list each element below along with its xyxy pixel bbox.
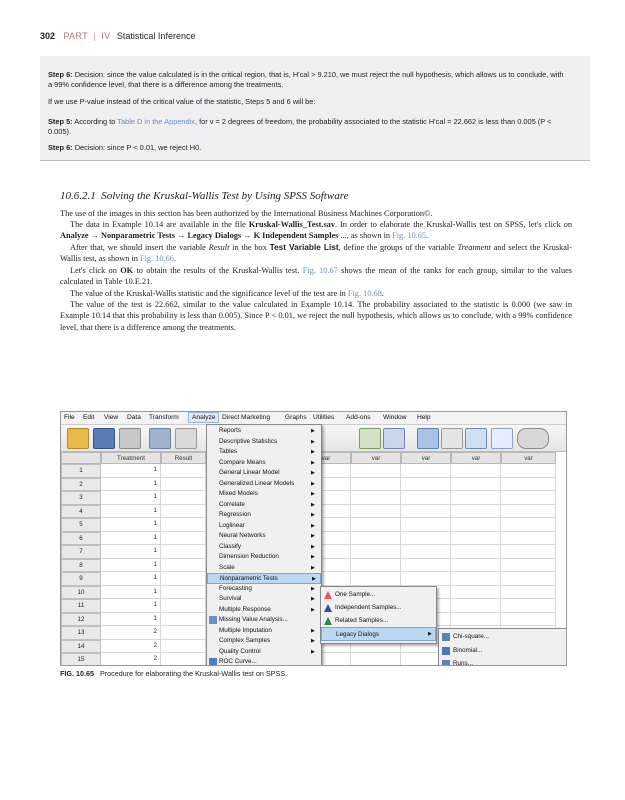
submenu-arrow-icon: ▶ [311,480,315,487]
row-number[interactable]: 9 [61,572,101,586]
paragraph-authorization: The use of the images in this section has been authorized by the International Business Machines Corporation©. [60,209,433,218]
submenu-arrow-icon: ▶ [311,459,315,466]
menu-roc-curve[interactable]: ROC Curve... [207,657,321,666]
cell-treatment[interactable]: 1 [101,545,161,559]
open-icon[interactable] [67,428,89,449]
cell-var[interactable] [451,491,501,505]
column-header-treatment[interactable]: Treatment [101,452,161,464]
cell-var[interactable] [501,559,556,573]
cell-result[interactable] [161,640,206,654]
row-number[interactable]: 15 [61,653,101,666]
menu-related-samples[interactable]: Related Samples... [321,614,436,628]
cell-treatment[interactable]: 1 [101,559,161,573]
analyze-menu [206,424,322,666]
cell-result[interactable] [161,626,206,640]
running-header: 302 PART | IV Statistical Inference [40,31,196,41]
cell-var[interactable] [351,464,401,478]
menu-forecasting[interactable]: Forecasting ▶ [219,584,315,592]
menu-graphs[interactable]: Graphs [285,414,307,421]
table-d-link[interactable]: Table D in the Appendix [117,117,195,126]
cell-var[interactable] [501,532,556,546]
dialog-recall-icon[interactable] [149,428,171,449]
figure-caption: FIG. 10.65 Procedure for elaborating the Kruskal-Wallis test on SPSS. [60,669,288,678]
menu-window[interactable]: Window [383,414,407,421]
menu-chi-square[interactable]: Chi-square... [439,630,567,644]
menu-tables[interactable]: Tables ▶ [219,448,315,455]
cell-var[interactable] [451,518,501,532]
submenu-arrow-icon: ▶ [311,501,315,508]
cell-var[interactable] [351,478,401,492]
split-file-icon[interactable] [417,428,439,449]
menu-utilities[interactable]: Utilities [313,414,335,421]
submenu-arrow-icon: ▶ [311,449,315,455]
weight-cases-icon[interactable] [441,428,463,449]
submenu-arrow-icon: ▶ [311,491,315,497]
step6-first: Step 6: Decision: since the value calculated is in the critical region, that is, H'cal > 9.210, we must reject the null hypothesis, which allows us to conclude, with a 99% confidence level, that there is a difference among the treatments. [48,70,564,89]
cell-var[interactable] [451,464,501,478]
paragraph-ok: Let's click on OK to obtain the results of the Kruskal-Wallis test. Fig. 10.67 shows the mean of the ranks for each group, similar to the values calculated in Table 10.E.21. [60,266,573,287]
cell-var[interactable] [351,518,401,532]
cell-var[interactable] [351,491,401,505]
cell-var[interactable] [351,545,401,559]
cell-result[interactable] [161,613,206,627]
menu-multiple-response[interactable]: Multiple Response ▶ [219,605,315,613]
submenu-arrow-icon: ▶ [311,512,315,518]
cell-var[interactable] [501,464,556,478]
binomial-icon [442,647,450,655]
menu-view[interactable]: View [104,414,119,421]
menu-transform[interactable]: Transform [149,414,179,421]
cell-var[interactable] [501,586,556,600]
submenu-arrow-icon: ▶ [428,631,432,637]
cell-treatment[interactable]: 1 [101,505,161,519]
cell-treatment[interactable]: 1 [101,532,161,546]
fig-link-67[interactable]: Fig. 10.67 [302,266,338,275]
cell-var[interactable] [451,545,501,559]
menu-data[interactable]: Data [127,414,141,421]
spss-screenshot [60,411,567,666]
cell-treatment[interactable]: 1 [101,599,161,613]
row-number[interactable]: 11 [61,599,101,613]
submenu-arrow-icon: ▶ [311,627,315,634]
menu-help[interactable]: Help [417,414,431,421]
legacy-dialogs-submenu [438,628,567,666]
row-number[interactable]: 14 [61,640,101,654]
submenu-arrow-icon: ▶ [311,522,315,529]
cell-treatment[interactable]: 1 [101,478,161,492]
menu-file[interactable]: File [64,414,75,421]
row-number[interactable]: 3 [61,491,101,505]
cell-result[interactable] [161,464,206,478]
menu-missing-value-analysis[interactable]: Missing Value Analysis... [207,615,321,626]
submenu-arrow-icon: ▶ [311,533,315,539]
row-number[interactable]: 10 [61,586,101,600]
cell-var[interactable] [451,586,501,600]
nonparametric-submenu [320,586,437,644]
row-number[interactable]: 5 [61,518,101,532]
cell-var[interactable] [401,478,451,492]
column-header-result[interactable]: Result [161,452,206,464]
menu-scale[interactable]: Scale ▶ [219,563,315,571]
menu-multiple-imputation[interactable]: Multiple Imputation ▶ [219,626,315,634]
menu-neural-networks[interactable]: Neural Networks ▶ [219,532,315,539]
cell-var[interactable] [501,491,556,505]
fig-link-65[interactable]: Fig. 10.65 [392,231,427,241]
menu-independent-samples[interactable]: Independent Samples... [321,601,436,615]
menu-loglinear[interactable]: Loglinear ▶ [219,521,315,529]
cell-treatment[interactable]: 1 [101,572,161,586]
menu-nonparametric-tests[interactable]: Nonparametric Tests ▶ [207,573,321,584]
cell-result[interactable] [161,599,206,613]
cell-result[interactable] [161,572,206,586]
cell-var[interactable] [501,613,556,627]
cell-var[interactable] [351,572,401,586]
column-header-var[interactable]: var [501,452,556,464]
submenu-arrow-icon: ▶ [312,576,316,582]
sets-icon[interactable] [517,428,549,449]
menu-runs[interactable]: Runs... [439,657,567,666]
part-number: IV [101,31,111,41]
row-number[interactable]: 8 [61,559,101,573]
menu-binomial[interactable]: Binomial... [439,644,567,658]
column-header-var[interactable]: var [351,452,401,464]
row-number[interactable]: 1 [61,464,101,478]
step5: Step 5: According to Table D in the Appendix, for ν = 2 degrees of freedom, the probability associated to the statistic H'cal = 22.662 is less than 0.005 (P < 0.005). [48,117,552,136]
submenu-arrow-icon: ▶ [311,638,315,644]
cell-var[interactable] [451,478,501,492]
submenu-arrow-icon: ▶ [311,585,315,592]
menu-one-sample[interactable]: One Sample... [321,588,436,602]
cell-treatment[interactable]: 2 [101,626,161,640]
cell-treatment[interactable]: 2 [101,640,161,654]
menu-reports[interactable]: Reports ▶ [219,427,315,434]
cell-result[interactable] [161,653,206,666]
cell-result[interactable] [161,545,206,559]
paragraph-data: The data in Example 10.14 are available in the file Kruskal-Wallis_Test.sav. In order to elaborate the Kruskal-Wallis test on SPSS, let's click on Analyze → Nonparametric Tests → Legacy Dialogs → K Independent Samples ..., as shown in Fig. 10.65. [60,220,572,241]
cell-var[interactable] [401,464,451,478]
submenu-arrow-icon: ▶ [311,438,315,445]
cell-var[interactable] [351,532,401,546]
cell-treatment[interactable]: 1 [101,613,161,627]
menu-mixed-models[interactable]: Mixed Models ▶ [219,490,315,497]
cell-treatment[interactable]: 1 [101,491,161,505]
cell-var[interactable] [451,572,501,586]
cell-var[interactable] [351,559,401,573]
menu-direct-marketing[interactable]: Direct Marketing [222,414,271,421]
missing-value-icon [209,616,217,624]
cell-var[interactable] [401,518,451,532]
cell-var[interactable] [501,545,556,559]
menu-edit[interactable]: Edit [83,414,95,421]
page-number: 302 [40,31,56,41]
cell-treatment[interactable]: 1 [101,586,161,600]
cell-var[interactable] [351,505,401,519]
menu-correlate[interactable]: Correlate ▶ [219,500,315,508]
cell-var[interactable] [501,478,556,492]
menu-analyze[interactable]: Analyze [188,412,219,423]
cell-var[interactable] [401,572,451,586]
cell-var[interactable] [451,613,501,627]
cell-var[interactable] [501,599,556,613]
cell-result[interactable] [161,478,206,492]
cell-result[interactable] [161,491,206,505]
cell-var[interactable] [451,559,501,573]
cell-var[interactable] [501,518,556,532]
independent-samples-icon [324,604,332,612]
submenu-arrow-icon: ▶ [311,543,315,550]
fig-link-66[interactable]: Fig. 10.66 [140,254,174,264]
menu-descriptive-statistics[interactable]: Descriptive Statistics ▶ [219,437,315,445]
menu-compare-means[interactable]: Compare Means ▶ [219,458,315,466]
cell-treatment[interactable]: 2 [101,653,161,666]
data-table-icon[interactable] [359,428,381,449]
submenu-arrow-icon: ▶ [311,648,315,655]
menu-general-linear-model[interactable]: General Linear Model ▶ [219,469,315,476]
row-number[interactable]: 6 [61,532,101,546]
submenu-arrow-icon: ▶ [311,564,315,571]
menu-regression[interactable]: Regression ▶ [219,511,315,518]
row-number[interactable]: 2 [61,478,101,492]
cell-treatment[interactable]: 1 [101,518,161,532]
cell-var[interactable] [451,599,501,613]
cell-var[interactable] [451,532,501,546]
row-number[interactable]: 13 [61,626,101,640]
pvalue-note: If we use P-value instead of the critical value of the statistic, Steps 5 and 6 will be: [48,97,316,106]
menu-legacy-dialogs[interactable]: Legacy Dialogs ▶ [321,627,436,641]
print-icon[interactable] [119,428,141,449]
cell-var[interactable] [401,545,451,559]
row-number[interactable]: 4 [61,505,101,519]
row-number[interactable]: 12 [61,613,101,627]
submenu-arrow-icon: ▶ [311,470,315,476]
roc-curve-icon [209,658,217,666]
cell-var[interactable] [401,532,451,546]
fig-link-68[interactable]: Fig. 10.68 [347,289,382,298]
menu-survival[interactable]: Survival ▶ [219,595,315,602]
undo-icon[interactable] [175,428,197,449]
menu-generalized-linear-models[interactable]: Generalized Linear Models ▶ [219,479,315,487]
related-samples-icon [324,617,332,625]
step6-second: Step 6: Decision: since P < 0.01, we reject H0. [48,143,202,152]
menu-addons[interactable]: Add-ons [346,414,371,421]
column-header-var[interactable]: var [401,452,451,464]
paragraph-conclusion: The value of the test is 22.662, similar to the value calculated in Example 10.14. The probability associated to the statistic is 0.000 (we saw in Example 10.14 that this probability is less than 0.005). Since P < 0.01, we reject the null hypothesis, which allows us to conclude, with a 99% confidence level, that there is a difference among the treatments. [60,300,572,332]
runs-icon [442,660,450,666]
cell-var[interactable] [501,505,556,519]
menu-classify[interactable]: Classify ▶ [219,542,315,550]
one-sample-icon [324,591,332,599]
paragraph-statistic: The value of the Kruskal-Wallis statistic and the significance level of the test are in Fig. 10.68. [70,289,384,298]
chi-square-icon [442,633,450,641]
submenu-arrow-icon: ▶ [311,596,315,602]
menu-quality-control[interactable]: Quality Control ▶ [219,647,315,655]
column-header-var[interactable]: var [301,452,351,464]
menu-dimension-reduction[interactable]: Dimension Reduction ▶ [219,553,315,560]
part-label: PART [63,31,88,41]
row-number[interactable]: 7 [61,545,101,559]
cell-treatment[interactable]: 1 [101,464,161,478]
submenu-arrow-icon: ▶ [311,554,315,560]
cell-var[interactable] [401,559,451,573]
cell-var[interactable] [351,653,401,666]
cell-result[interactable] [161,518,206,532]
section-heading: 10.6.2.1 Solving the Kruskal-Wallis Test by Using SPSS Software [60,190,349,202]
chart-builder-icon[interactable] [383,428,405,449]
cell-var[interactable] [401,505,451,519]
save-icon[interactable] [93,428,115,449]
cell-result[interactable] [161,559,206,573]
submenu-arrow-icon: ▶ [311,606,315,613]
value-labels-icon[interactable] [491,428,513,449]
cell-var[interactable] [401,491,451,505]
paragraph-variable: After that, we should insert the variable Result in the box Test Variable List, define the groups of the variable Treatment and select the Kruskal-Wallis test, as shown in Fig. 10.66. [60,242,573,264]
menu-complex-samples[interactable]: Complex Samples ▶ [219,637,315,644]
cell-var[interactable] [451,505,501,519]
submenu-arrow-icon: ▶ [311,428,315,434]
cell-result[interactable] [161,586,206,600]
part-title: Statistical Inference [116,31,196,41]
select-cases-icon[interactable] [465,428,487,449]
cell-result[interactable] [161,532,206,546]
column-header-var[interactable]: var [451,452,501,464]
cell-result[interactable] [161,505,206,519]
cell-var[interactable] [501,572,556,586]
